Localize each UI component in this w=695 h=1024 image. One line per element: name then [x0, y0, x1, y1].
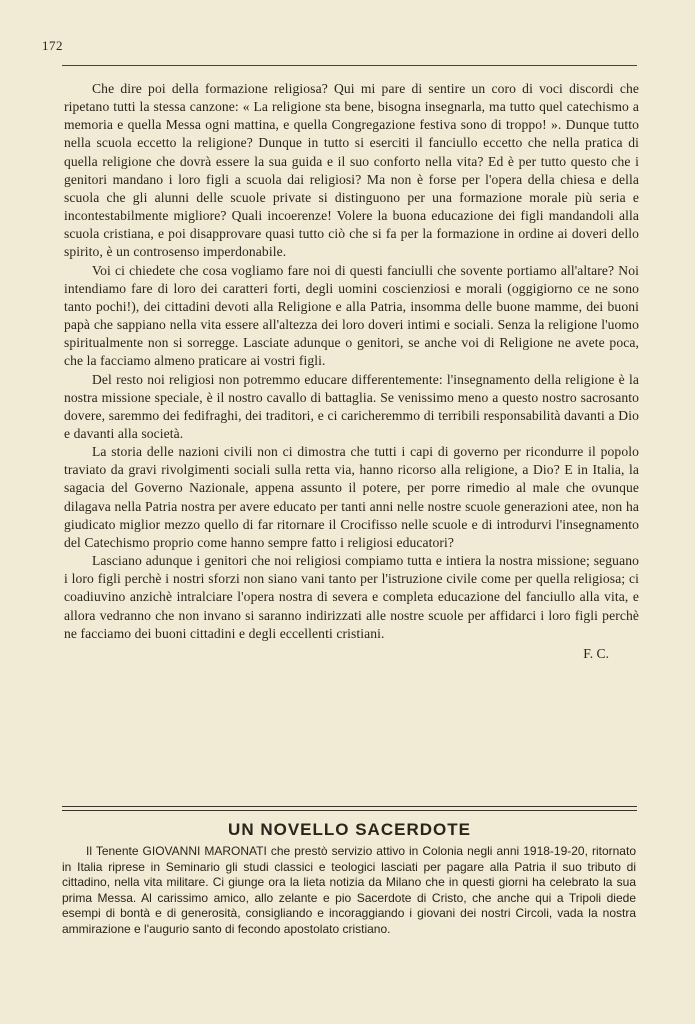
notice-body: Il Tenente GIOVANNI MARONATI che prestò servizio attivo in Colonia negli anni 1918-19-20, ritornato in Italia riprese in Seminario gli studi classici e teologici lasciati per pagare alla Patria il suo tributo di cittadino, nella vita militare. Ci giunge ora la lieta notizia da Milano che in questi giorni ha celebrato la sua prima Messa. Al carissimo amico, allo zelante e pio Sacerdote di Cristo, che anche qui a Tripoli diede esempi di bontà e di generosità, consigliando e incoraggiando i giovani dei nostri Circoli, vada la nostra ammirazione e l'augurio santo di fecondo apostolato cristiano. [62, 844, 636, 936]
page-number: 172 [42, 38, 63, 53]
notice-title: UN NOVELLO SACERDOTE [228, 820, 471, 839]
article-paragraph-4: La storia delle nazioni civili non ci dimostra che tutti i capi di governo per ricondurre il popolo traviato da gravi rivolgimenti sociali sulla retta via, hanno ricorso alla religione, a Dio? E in Italia, la sagacia del Governo Nazionale, appena assunto il potere, per porre rimedio al male che ovunque dilagava nella Patria nostra per avere educato per tanti anni nelle nostre scuole generazioni atee, non ha giudicato miglior mezzo quello di far ritornare il Crocifisso nelle scuole e di introdurvi l'insegnamento del Catechismo proprio come hanno sempre fatto i religiosi educatori? [64, 444, 639, 550]
header-rule [62, 65, 637, 66]
article-paragraph-1: Che dire poi della formazione religiosa? Qui mi pare di sentire un coro di voci discordi che ripetano tutti la stessa canzone: « La religione sta bene, bisogna insegnarla, ma tutto quel catechismo a memoria e quella Messa ogni mattina, e quella Congregazione festiva sono di troppo! ». Dunque tutto nella scuola eccetto la religione? Dunque in tutto si eserciti il fanciullo eccetto che nella pratica di quella religione che dovrà essere la sua guida e il suo conforto nella vita? Ed è per tutto questo che i genitori mandano i loro figli a scuola dai religiosi? Ma non è forse per l'opera della chiesa e della scuola che gli alunni delle scuole private si distinguono per una formazione morale più seria e incontestabilmente migliore? Quali incoerenze! Volere la buona educazione dei figli mandandoli alla scuola cristiana, e poi disapprovare quasi tutto ciò che si fa per la formazione in ordine ai doveri dello spirito, è un controsenso imperdonabile. [64, 81, 639, 260]
notice [62, 844, 636, 938]
article-paragraph-2: Voi ci chiedete che cosa vogliamo fare noi di questi fanciulli che sovente portiamo all'altare? Noi intendiamo fare di loro dei caratteri forti, degli uomini coscienziosi e morali (oggigiorno ce ne sono tanto pochi!), dei cittadini devoti alla Religione e alla Patria, insomma delle buone mamme, dei buoni papà che sappiano nella vita essere all'altezza dei loro doveri intimi e sociali. Senza la religione l'uomo spiritualmente non si sorregge. Lasciate adunque o genitori, se anche voi di Religione ne avete poca, che la facciamo almeno praticare ai vostri figli. [64, 262, 639, 369]
article-paragraph-5: Lasciano adunque i genitori che noi religiosi compiamo tutta e intiera la nostra missione; seguano i loro figli perchè i nostri sforzi non siano vani tanto per l'istruzione civile come per quella religiosa; ci coadiuvino anzichè intralciare l'opera nostra di severa e completa educazione del fanciullo alla vita, e allora vedranno che non invano si saranno indirizzati alle nostre scuole per affidarci i loro figli perchè ne facciamo dei buoni cittadini e degli eccellenti cristiani. [64, 553, 639, 641]
article [64, 80, 639, 663]
article-signature: F. C. [583, 645, 609, 661]
section-divider [62, 806, 637, 811]
article-paragraph-3: Del resto noi religiosi non potremmo educare differentemente: l'insegnamento della religione è la nostra missione speciale, è il nostro cavallo di battaglia. Se venissimo meno a questo nostro sacrosanto dovere, saremmo dei fedifraghi, dei traditori, e ci caricheremmo di terribili responsabilità davanti a Dio e davanti alla società. [64, 371, 639, 441]
